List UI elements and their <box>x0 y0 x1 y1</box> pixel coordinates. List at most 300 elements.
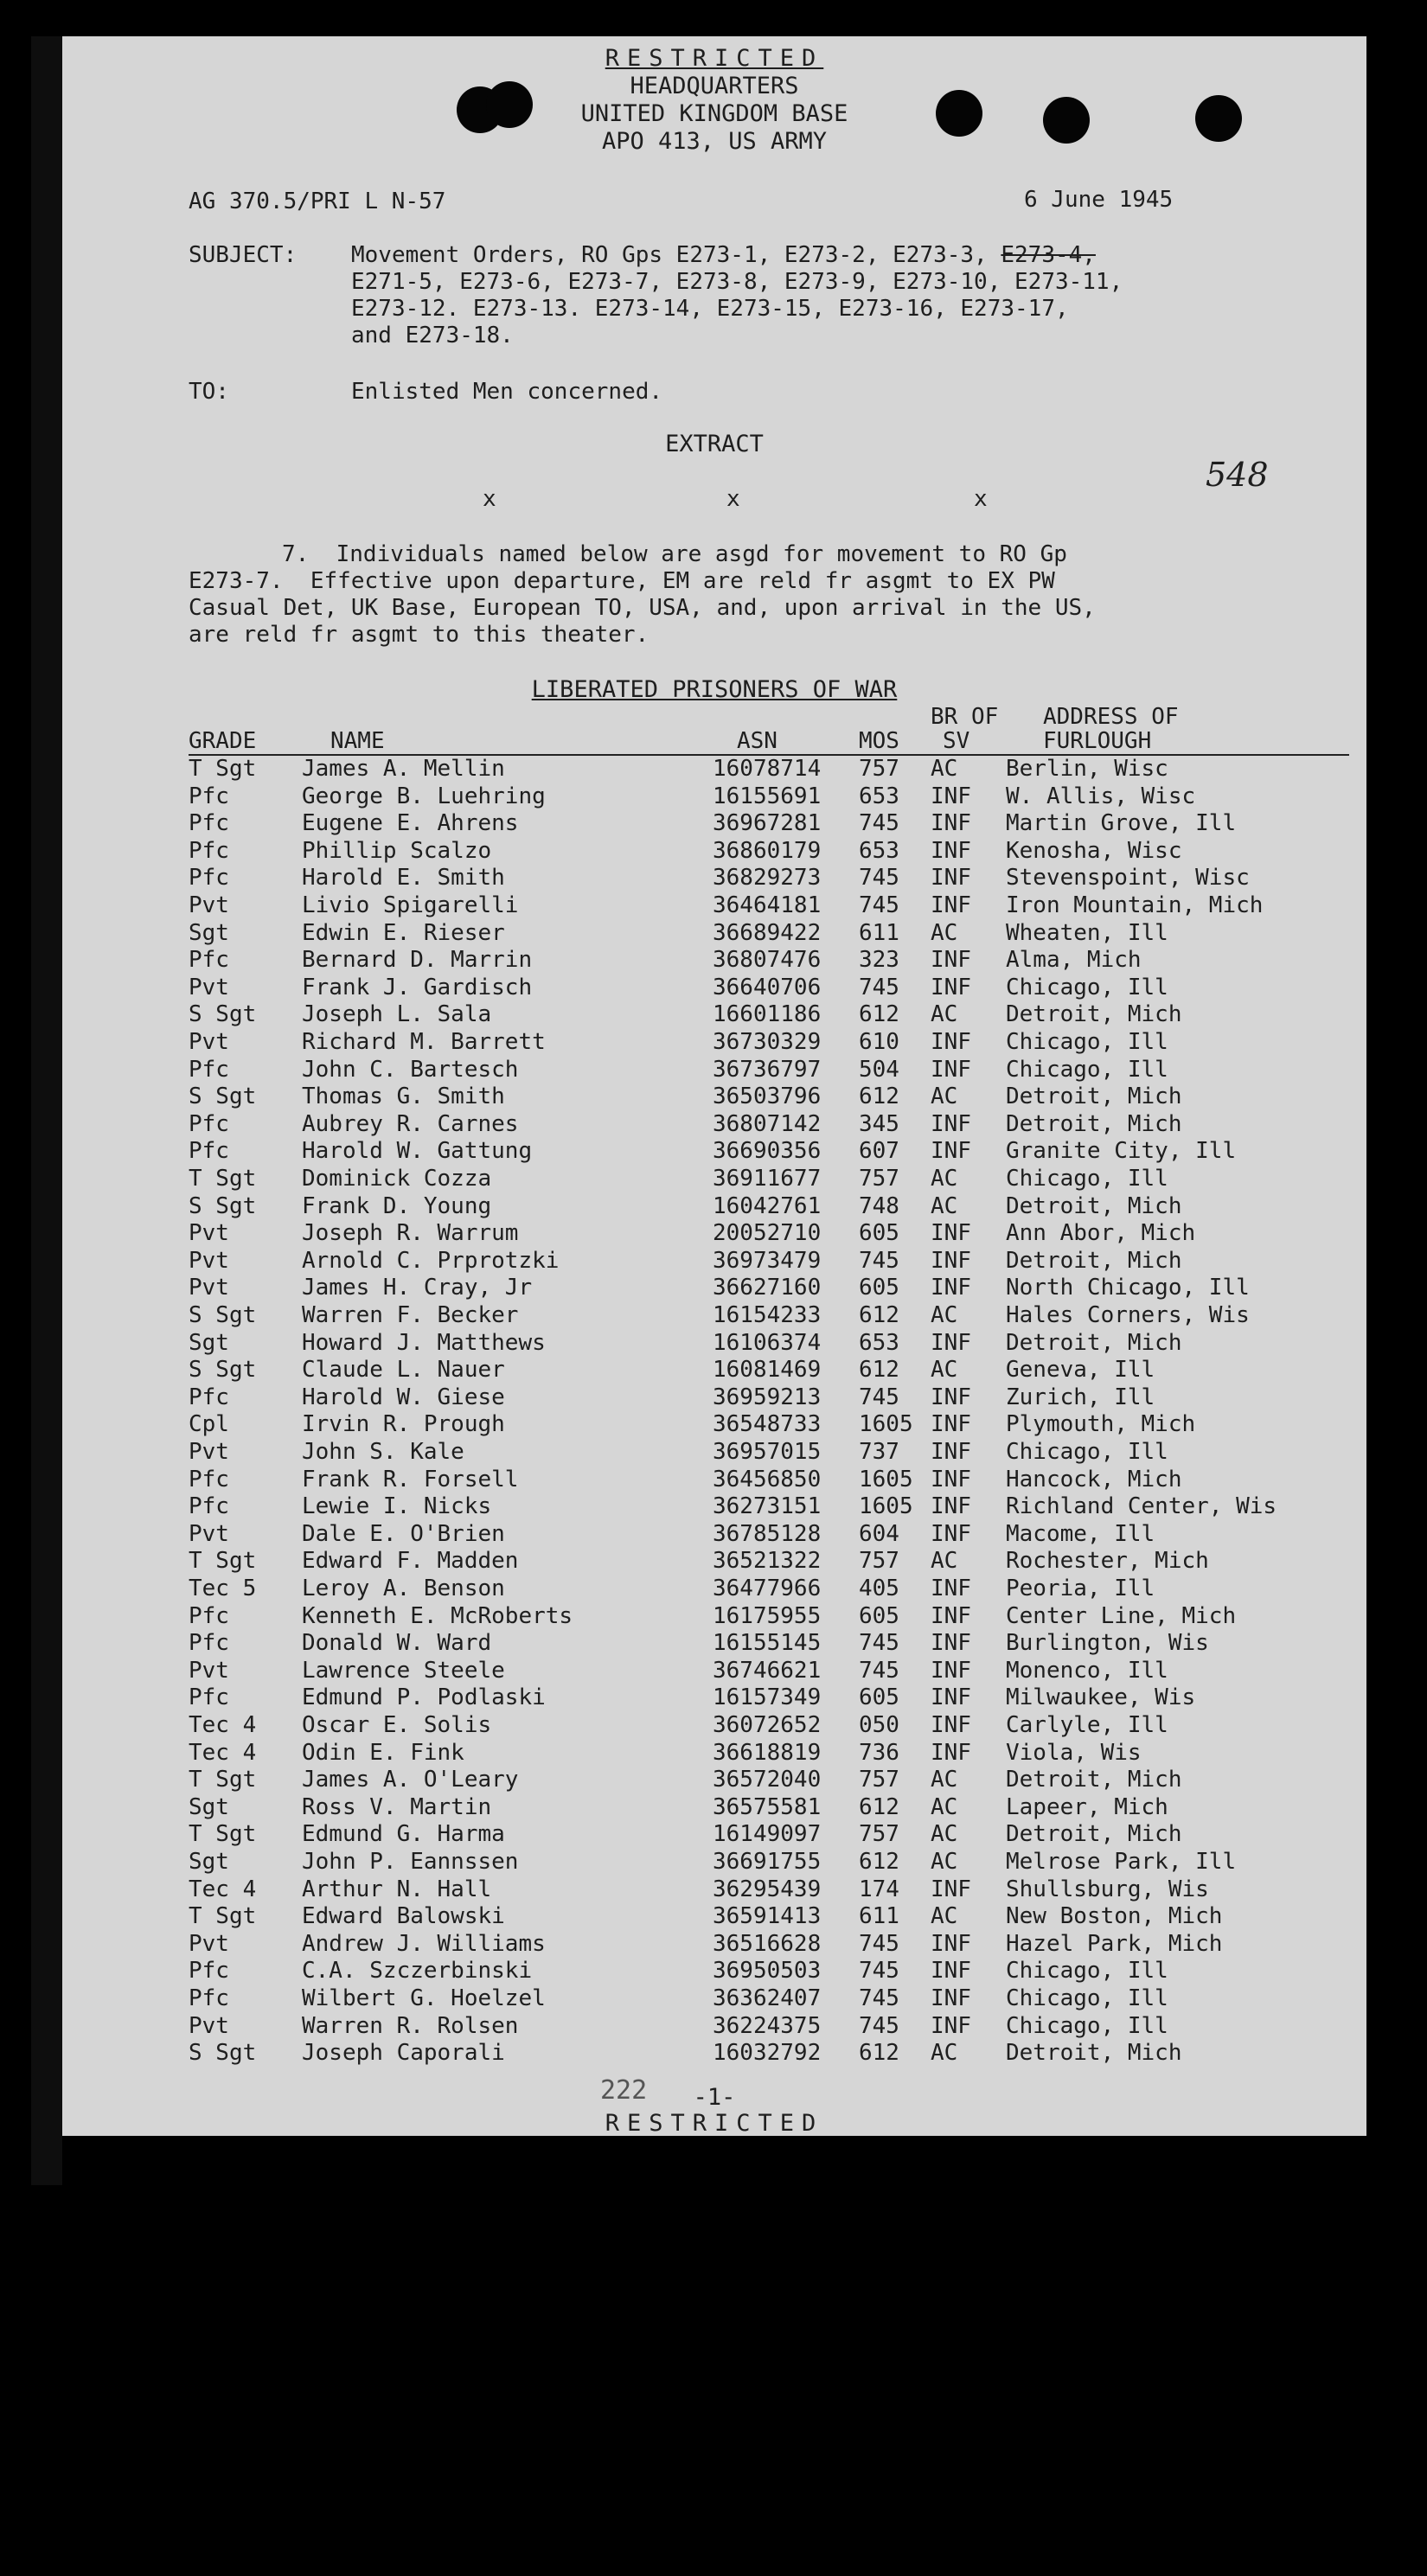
branch-cell: INF <box>931 1985 971 2011</box>
table-row <box>62 1248 1366 1275</box>
name-cell: Edward Balowski <box>302 1903 505 1930</box>
asn-cell: 36572040 <box>713 1767 822 1793</box>
mos-cell: 757 <box>859 1767 899 1793</box>
asn-cell: 36736797 <box>713 1056 822 1083</box>
table-row <box>62 1821 1366 1849</box>
asn-cell: 36591413 <box>713 1903 822 1930</box>
address-cell: Burlington, Wis <box>1006 1630 1209 1657</box>
struck-group: E273-4, <box>1001 242 1096 268</box>
table-row <box>62 947 1366 975</box>
asn-cell: 36456850 <box>713 1466 822 1493</box>
address-cell: New Boston, Mich <box>1006 1903 1223 1930</box>
asn-cell: 20052710 <box>713 1220 822 1247</box>
branch-cell: AC <box>931 1302 958 1328</box>
address-cell: Hancock, Mich <box>1006 1466 1182 1493</box>
grade-cell: Tec 4 <box>189 1712 257 1738</box>
mos-cell: 605 <box>859 1275 899 1301</box>
branch-cell: INF <box>931 892 971 918</box>
branch-cell: INF <box>931 1411 971 1438</box>
asn-cell: 36860179 <box>713 837 822 864</box>
name-cell: Claude L. Nauer <box>302 1357 505 1384</box>
grade-cell: Pfc <box>189 810 229 837</box>
asn-cell: 16106374 <box>713 1329 822 1356</box>
branch-cell: AC <box>931 1849 958 1875</box>
address-cell: Granite City, Ill <box>1006 1138 1237 1165</box>
address-cell: Zurich, Ill <box>1006 1384 1155 1410</box>
name-cell: Dale E. O'Brien <box>302 1520 505 1547</box>
address-cell: Melrose Park, Ill <box>1006 1849 1237 1875</box>
mos-cell: 612 <box>859 1302 899 1328</box>
table-row <box>62 865 1366 892</box>
mos-cell: 612 <box>859 1357 899 1384</box>
mos-cell: 605 <box>859 1220 899 1247</box>
grade-cell: Tec 4 <box>189 1739 257 1766</box>
name-cell: C.A. Szczerbinski <box>302 1958 533 1985</box>
name-cell: Leroy A. Benson <box>302 1576 505 1601</box>
asn-cell: 36516628 <box>713 1930 822 1957</box>
address-cell: Detroit, Mich <box>1006 1083 1182 1110</box>
asn-cell: 36362407 <box>713 1985 822 2011</box>
branch-cell: INF <box>931 1110 971 1137</box>
table-row <box>62 838 1366 866</box>
table-row <box>62 1083 1366 1111</box>
name-cell: Joseph L. Sala <box>302 1001 492 1028</box>
asn-cell: 36807142 <box>713 1110 822 1137</box>
name-cell: Harold W. Gattung <box>302 1138 533 1165</box>
subject-label: SUBJECT: <box>189 242 298 268</box>
table-row <box>62 1493 1366 1521</box>
grade-cell: Pvt <box>189 1520 229 1547</box>
grade-cell: Cpl <box>189 1411 229 1438</box>
branch-cell: INF <box>931 1657 971 1684</box>
branch-cell: AC <box>931 1767 958 1793</box>
branch-cell: AC <box>931 1903 958 1930</box>
branch-cell: AC <box>931 2040 958 2067</box>
table-row <box>62 1384 1366 1412</box>
asn-cell: 16601186 <box>713 1001 822 1028</box>
document-page <box>62 36 1366 2136</box>
to-label: TO: <box>189 379 229 405</box>
asn-cell: 36224375 <box>713 2012 822 2039</box>
paragraph-line-4: are reld fr asgmt to this theater. <box>189 622 650 648</box>
branch-cell: INF <box>931 783 971 809</box>
grade-cell: S Sgt <box>189 1192 257 1219</box>
asn-cell: 36273151 <box>713 1493 822 1520</box>
mos-cell: 323 <box>859 947 899 974</box>
header-asn: ASN <box>737 728 777 754</box>
name-cell: Oscar E. Solis <box>302 1712 492 1738</box>
asn-cell: 16032792 <box>713 2040 822 2067</box>
branch-cell: INF <box>931 837 971 864</box>
separator-mark-1: x <box>483 486 496 512</box>
grade-cell: Pfc <box>189 947 229 974</box>
address-cell: Detroit, Mich <box>1006 1329 1182 1356</box>
mos-cell: 745 <box>859 1657 899 1684</box>
table-row <box>62 1001 1366 1029</box>
name-cell: Lewie I. Nicks <box>302 1493 492 1520</box>
name-cell: Frank J. Gardisch <box>302 974 533 1000</box>
branch-cell: AC <box>931 1357 958 1384</box>
table-row <box>62 810 1366 838</box>
asn-cell: 36627160 <box>713 1275 822 1301</box>
address-cell: Hazel Park, Mich <box>1006 1930 1223 1957</box>
grade-cell: Pvt <box>189 1029 229 1055</box>
header-mos: MOS <box>859 728 899 754</box>
grade-cell: Pfc <box>189 1056 229 1083</box>
asn-cell: 36691755 <box>713 1849 822 1875</box>
table-row <box>62 1057 1366 1084</box>
subject-line-2: E271-5, E273-6, E273-7, E273-8, E273-9, E273-10, E273-11, <box>351 269 1123 295</box>
mos-cell: 605 <box>859 1602 899 1629</box>
mos-cell: 745 <box>859 1630 899 1657</box>
mos-cell: 612 <box>859 2040 899 2067</box>
mos-cell: 612 <box>859 1849 899 1875</box>
address-cell: Detroit, Mich <box>1006 1110 1182 1137</box>
name-cell: Lawrence Steele <box>302 1657 505 1684</box>
grade-cell: Pfc <box>189 1684 229 1711</box>
classification-bottom: RESTRICTED <box>605 2110 824 2137</box>
name-cell: Richard M. Barrett <box>302 1029 546 1055</box>
mos-cell: 345 <box>859 1110 899 1137</box>
mos-cell: 745 <box>859 2012 899 2039</box>
grade-cell: Pfc <box>189 1466 229 1493</box>
branch-cell: AC <box>931 756 958 782</box>
table-row <box>62 1903 1366 1931</box>
grade-cell: Tec 4 <box>189 1876 257 1902</box>
branch-cell: INF <box>931 1329 971 1356</box>
grade-cell: T Sgt <box>189 1903 257 1930</box>
name-cell: Frank D. Young <box>302 1192 492 1219</box>
table-row <box>62 1220 1366 1248</box>
table-row <box>62 975 1366 1002</box>
address-cell: Iron Mountain, Mich <box>1006 892 1264 918</box>
name-cell: Warren R. Rolsen <box>302 2012 519 2039</box>
table-row <box>62 1138 1366 1166</box>
grade-cell: Pvt <box>189 1439 229 1465</box>
name-cell: Wilbert G. Hoelzel <box>302 1985 546 2011</box>
grade-cell: S Sgt <box>189 1302 257 1328</box>
address-cell: Chicago, Ill <box>1006 1166 1168 1192</box>
branch-cell: INF <box>931 947 971 974</box>
name-cell: George B. Luehring <box>302 783 546 809</box>
subject-line-4: and E273-18. <box>351 323 514 348</box>
name-cell: John P. Eannssen <box>302 1849 519 1875</box>
branch-cell: INF <box>931 1520 971 1547</box>
grade-cell: Pfc <box>189 1630 229 1657</box>
name-cell: Eugene E. Ahrens <box>302 810 519 837</box>
paragraph-line-1: 7. Individuals named below are asgd for movement to RO Gp <box>282 541 1067 567</box>
mos-cell: 745 <box>859 1384 899 1410</box>
grade-cell: Tec 5 <box>189 1576 257 1601</box>
asn-cell: 16081469 <box>713 1357 822 1384</box>
mos-cell: 174 <box>859 1876 899 1902</box>
table-row <box>62 1876 1366 1904</box>
mos-cell: 757 <box>859 1821 899 1848</box>
subject-line-3: E273-12. E273-13. E273-14, E273-15, E273-16, E273-17, <box>351 296 1069 322</box>
address-cell: Detroit, Mich <box>1006 1247 1182 1274</box>
header-sv: SV <box>943 728 970 754</box>
paragraph-line-3: Casual Det, UK Base, European TO, USA, and, upon arrival in the US, <box>189 595 1096 621</box>
header-furlough: FURLOUGH <box>1043 728 1152 754</box>
asn-cell: 36618819 <box>713 1739 822 1766</box>
branch-cell: INF <box>931 1576 971 1601</box>
asn-cell: 36464181 <box>713 892 822 918</box>
asn-cell: 36785128 <box>713 1520 822 1547</box>
branch-cell: INF <box>931 1684 971 1711</box>
address-cell: Berlin, Wisc <box>1006 756 1168 782</box>
table-row <box>62 1658 1366 1685</box>
grade-cell: Pfc <box>189 1110 229 1137</box>
address-cell: Ann Abor, Mich <box>1006 1220 1196 1247</box>
table-row <box>62 1521 1366 1549</box>
table-row <box>62 1330 1366 1358</box>
grade-cell: Pfc <box>189 1958 229 1985</box>
grade-cell: Sgt <box>189 1849 229 1875</box>
grade-cell: Pfc <box>189 837 229 864</box>
extract-heading: EXTRACT <box>665 431 764 457</box>
name-cell: Edwin E. Rieser <box>302 919 505 946</box>
table-row <box>62 1029 1366 1057</box>
mos-cell: 736 <box>859 1739 899 1766</box>
handwritten-page-mark: 548 <box>1206 456 1269 494</box>
branch-cell: INF <box>931 1958 971 1985</box>
address-cell: Detroit, Mich <box>1006 1821 1182 1848</box>
name-cell: Irvin R. Prough <box>302 1411 505 1438</box>
branch-cell: INF <box>931 1138 971 1165</box>
name-cell: Kenneth E. McRoberts <box>302 1602 573 1629</box>
name-cell: Edmund G. Harma <box>302 1821 505 1848</box>
table-row <box>62 1467 1366 1494</box>
table-row <box>62 920 1366 948</box>
branch-cell: INF <box>931 865 971 892</box>
name-cell: Harold E. Smith <box>302 865 505 892</box>
address-cell: Wheaten, Ill <box>1006 919 1168 946</box>
separator-mark-2: x <box>726 486 740 512</box>
branch-cell: INF <box>931 1247 971 1274</box>
name-cell: Howard J. Matthews <box>302 1329 546 1356</box>
asn-cell: 36295439 <box>713 1876 822 1902</box>
branch-cell: INF <box>931 1439 971 1465</box>
mos-cell: 610 <box>859 1029 899 1055</box>
asn-cell: 36640706 <box>713 974 822 1000</box>
name-cell: Andrew J. Williams <box>302 1930 546 1957</box>
address-cell: Macome, Ill <box>1006 1520 1155 1547</box>
grade-cell: Pfc <box>189 1493 229 1520</box>
table-row <box>62 1275 1366 1302</box>
name-cell: Dominick Cozza <box>302 1166 492 1192</box>
mos-cell: 745 <box>859 974 899 1000</box>
mos-cell: 745 <box>859 1958 899 1985</box>
document-date: 6 June 1945 <box>1024 187 1174 213</box>
asn-cell: 36957015 <box>713 1439 822 1465</box>
table-row <box>62 1193 1366 1221</box>
grade-cell: Pfc <box>189 1985 229 2011</box>
header-address-of: ADDRESS OF <box>1043 704 1179 730</box>
address-cell: Center Line, Mich <box>1006 1602 1237 1629</box>
branch-cell: INF <box>931 810 971 837</box>
address-cell: Chicago, Ill <box>1006 1056 1168 1083</box>
address-cell: Peoria, Ill <box>1006 1576 1155 1601</box>
branch-cell: AC <box>931 1793 958 1820</box>
name-cell: Arthur N. Hall <box>302 1876 492 1902</box>
address-cell: Chicago, Ill <box>1006 1985 1168 2011</box>
header-grade: GRADE <box>189 728 257 754</box>
header-name: NAME <box>330 728 385 754</box>
branch-cell: AC <box>931 1548 958 1575</box>
mos-cell: 607 <box>859 1138 899 1165</box>
address-cell: Viola, Wis <box>1006 1739 1142 1766</box>
table-row <box>62 1931 1366 1959</box>
mos-cell: 745 <box>859 1985 899 2011</box>
name-cell: Bernard D. Marrin <box>302 947 533 974</box>
branch-cell: AC <box>931 1192 958 1219</box>
mos-cell: 1605 <box>859 1493 913 1520</box>
table-row <box>62 2040 1366 2068</box>
address-cell: Chicago, Ill <box>1006 1958 1168 1985</box>
address-cell: Chicago, Ill <box>1006 1029 1168 1055</box>
table-row <box>62 1302 1366 1330</box>
mos-cell: 050 <box>859 1712 899 1738</box>
grade-cell: Pvt <box>189 2012 229 2039</box>
table-row <box>62 783 1366 811</box>
grade-cell: Pfc <box>189 783 229 809</box>
name-cell: Joseph Caporali <box>302 2040 505 2067</box>
branch-cell: INF <box>931 1029 971 1055</box>
branch-cell: INF <box>931 1630 971 1657</box>
address-cell: W. Allis, Wisc <box>1006 783 1196 809</box>
address-cell: Detroit, Mich <box>1006 1767 1182 1793</box>
branch-cell: INF <box>931 1220 971 1247</box>
asn-cell: 16155691 <box>713 783 822 809</box>
asn-cell: 16157349 <box>713 1684 822 1711</box>
table-row <box>62 1985 1366 2013</box>
mos-cell: 612 <box>859 1083 899 1110</box>
mos-cell: 653 <box>859 837 899 864</box>
table-row <box>62 1411 1366 1439</box>
address-cell: Plymouth, Mich <box>1006 1411 1196 1438</box>
name-cell: James H. Cray, Jr <box>302 1275 533 1301</box>
grade-cell: Sgt <box>189 1329 229 1356</box>
branch-cell: INF <box>931 1056 971 1083</box>
apo-line: APO 413, US ARMY <box>601 128 828 155</box>
address-cell: Detroit, Mich <box>1006 1192 1182 1219</box>
grade-cell: Pvt <box>189 1247 229 1274</box>
asn-cell: 36967281 <box>713 810 822 837</box>
grade-cell: S Sgt <box>189 1083 257 1110</box>
grade-cell: Sgt <box>189 919 229 946</box>
name-cell: Phillip Scalzo <box>302 837 492 864</box>
asn-cell: 36807476 <box>713 947 822 974</box>
grade-cell: Pvt <box>189 1220 229 1247</box>
table-row <box>62 1111 1366 1139</box>
branch-cell: INF <box>931 1739 971 1766</box>
table-row <box>62 756 1366 783</box>
grade-cell: T Sgt <box>189 1548 257 1575</box>
branch-cell: INF <box>931 1876 971 1902</box>
grade-cell: Pvt <box>189 974 229 1000</box>
table-row <box>62 1684 1366 1712</box>
name-cell: James A. O'Leary <box>302 1767 519 1793</box>
mos-cell: 405 <box>859 1576 899 1601</box>
mos-cell: 604 <box>859 1520 899 1547</box>
to-text: Enlisted Men concerned. <box>351 379 663 405</box>
branch-cell: INF <box>931 1712 971 1738</box>
mos-cell: 745 <box>859 892 899 918</box>
address-cell: Hales Corners, Wis <box>1006 1302 1250 1328</box>
name-cell: John C. Bartesch <box>302 1056 519 1083</box>
grade-cell: Pvt <box>189 1275 229 1301</box>
scan-shadow <box>31 36 62 2185</box>
branch-cell: INF <box>931 1930 971 1957</box>
paragraph-line-2: E273-7. Effective upon departure, EM are reld fr asgmt to EX PW <box>189 568 1055 594</box>
file-reference: AG 370.5/PRI L N-57 <box>189 189 446 214</box>
address-cell: Shullsburg, Wis <box>1006 1876 1209 1902</box>
table-row <box>62 1958 1366 1985</box>
grade-cell: Pfc <box>189 865 229 892</box>
asn-cell: 36690356 <box>713 1138 822 1165</box>
address-cell: Chicago, Ill <box>1006 2012 1168 2039</box>
name-cell: Edward F. Madden <box>302 1548 519 1575</box>
mos-cell: 1605 <box>859 1411 913 1438</box>
asn-cell: 36548733 <box>713 1411 822 1438</box>
asn-cell: 16155145 <box>713 1630 822 1657</box>
stamp-fragment: 222 <box>600 2075 648 2106</box>
grade-cell: Pfc <box>189 1602 229 1629</box>
mos-cell: 748 <box>859 1192 899 1219</box>
mos-cell: 612 <box>859 1793 899 1820</box>
name-cell: Frank R. Forsell <box>302 1466 519 1493</box>
branch-cell: INF <box>931 974 971 1000</box>
section-title: LIBERATED PRISONERS OF WAR <box>531 676 898 703</box>
grade-cell: T Sgt <box>189 1166 257 1192</box>
table-row <box>62 2013 1366 2041</box>
mos-cell: 745 <box>859 810 899 837</box>
mos-cell: 611 <box>859 1903 899 1930</box>
asn-cell: 36575581 <box>713 1793 822 1820</box>
branch-cell: INF <box>931 1466 971 1493</box>
address-cell: Lapeer, Mich <box>1006 1793 1168 1820</box>
table-row <box>62 1740 1366 1767</box>
asn-cell: 36730329 <box>713 1029 822 1055</box>
table-row <box>62 892 1366 920</box>
name-cell: Warren F. Becker <box>302 1302 519 1328</box>
asn-cell: 16149097 <box>713 1821 822 1848</box>
address-cell: Chicago, Ill <box>1006 1439 1168 1465</box>
grade-cell: Sgt <box>189 1793 229 1820</box>
branch-cell: INF <box>931 2012 971 2039</box>
asn-cell: 36689422 <box>713 919 822 946</box>
name-cell: Edmund P. Podlaski <box>302 1684 546 1711</box>
mos-cell: 504 <box>859 1056 899 1083</box>
address-cell: Detroit, Mich <box>1006 1001 1182 1028</box>
address-cell: Milwaukee, Wis <box>1006 1684 1196 1711</box>
table-row <box>62 1794 1366 1822</box>
mos-cell: 745 <box>859 865 899 892</box>
branch-cell: AC <box>931 1166 958 1192</box>
address-cell: Detroit, Mich <box>1006 2040 1182 2067</box>
asn-cell: 36746621 <box>713 1657 822 1684</box>
address-cell: Chicago, Ill <box>1006 974 1168 1000</box>
name-cell: Ross V. Martin <box>302 1793 492 1820</box>
address-cell: Martin Grove, Ill <box>1006 810 1237 837</box>
name-cell: Thomas G. Smith <box>302 1083 505 1110</box>
table-row <box>62 1630 1366 1658</box>
branch-cell: AC <box>931 1821 958 1848</box>
table-row <box>62 1767 1366 1794</box>
mos-cell: 737 <box>859 1439 899 1465</box>
mos-cell: 745 <box>859 1247 899 1274</box>
subject-line-1: Movement Orders, RO Gps E273-1, E273-2, E273-3, E273-4, <box>351 242 1096 268</box>
